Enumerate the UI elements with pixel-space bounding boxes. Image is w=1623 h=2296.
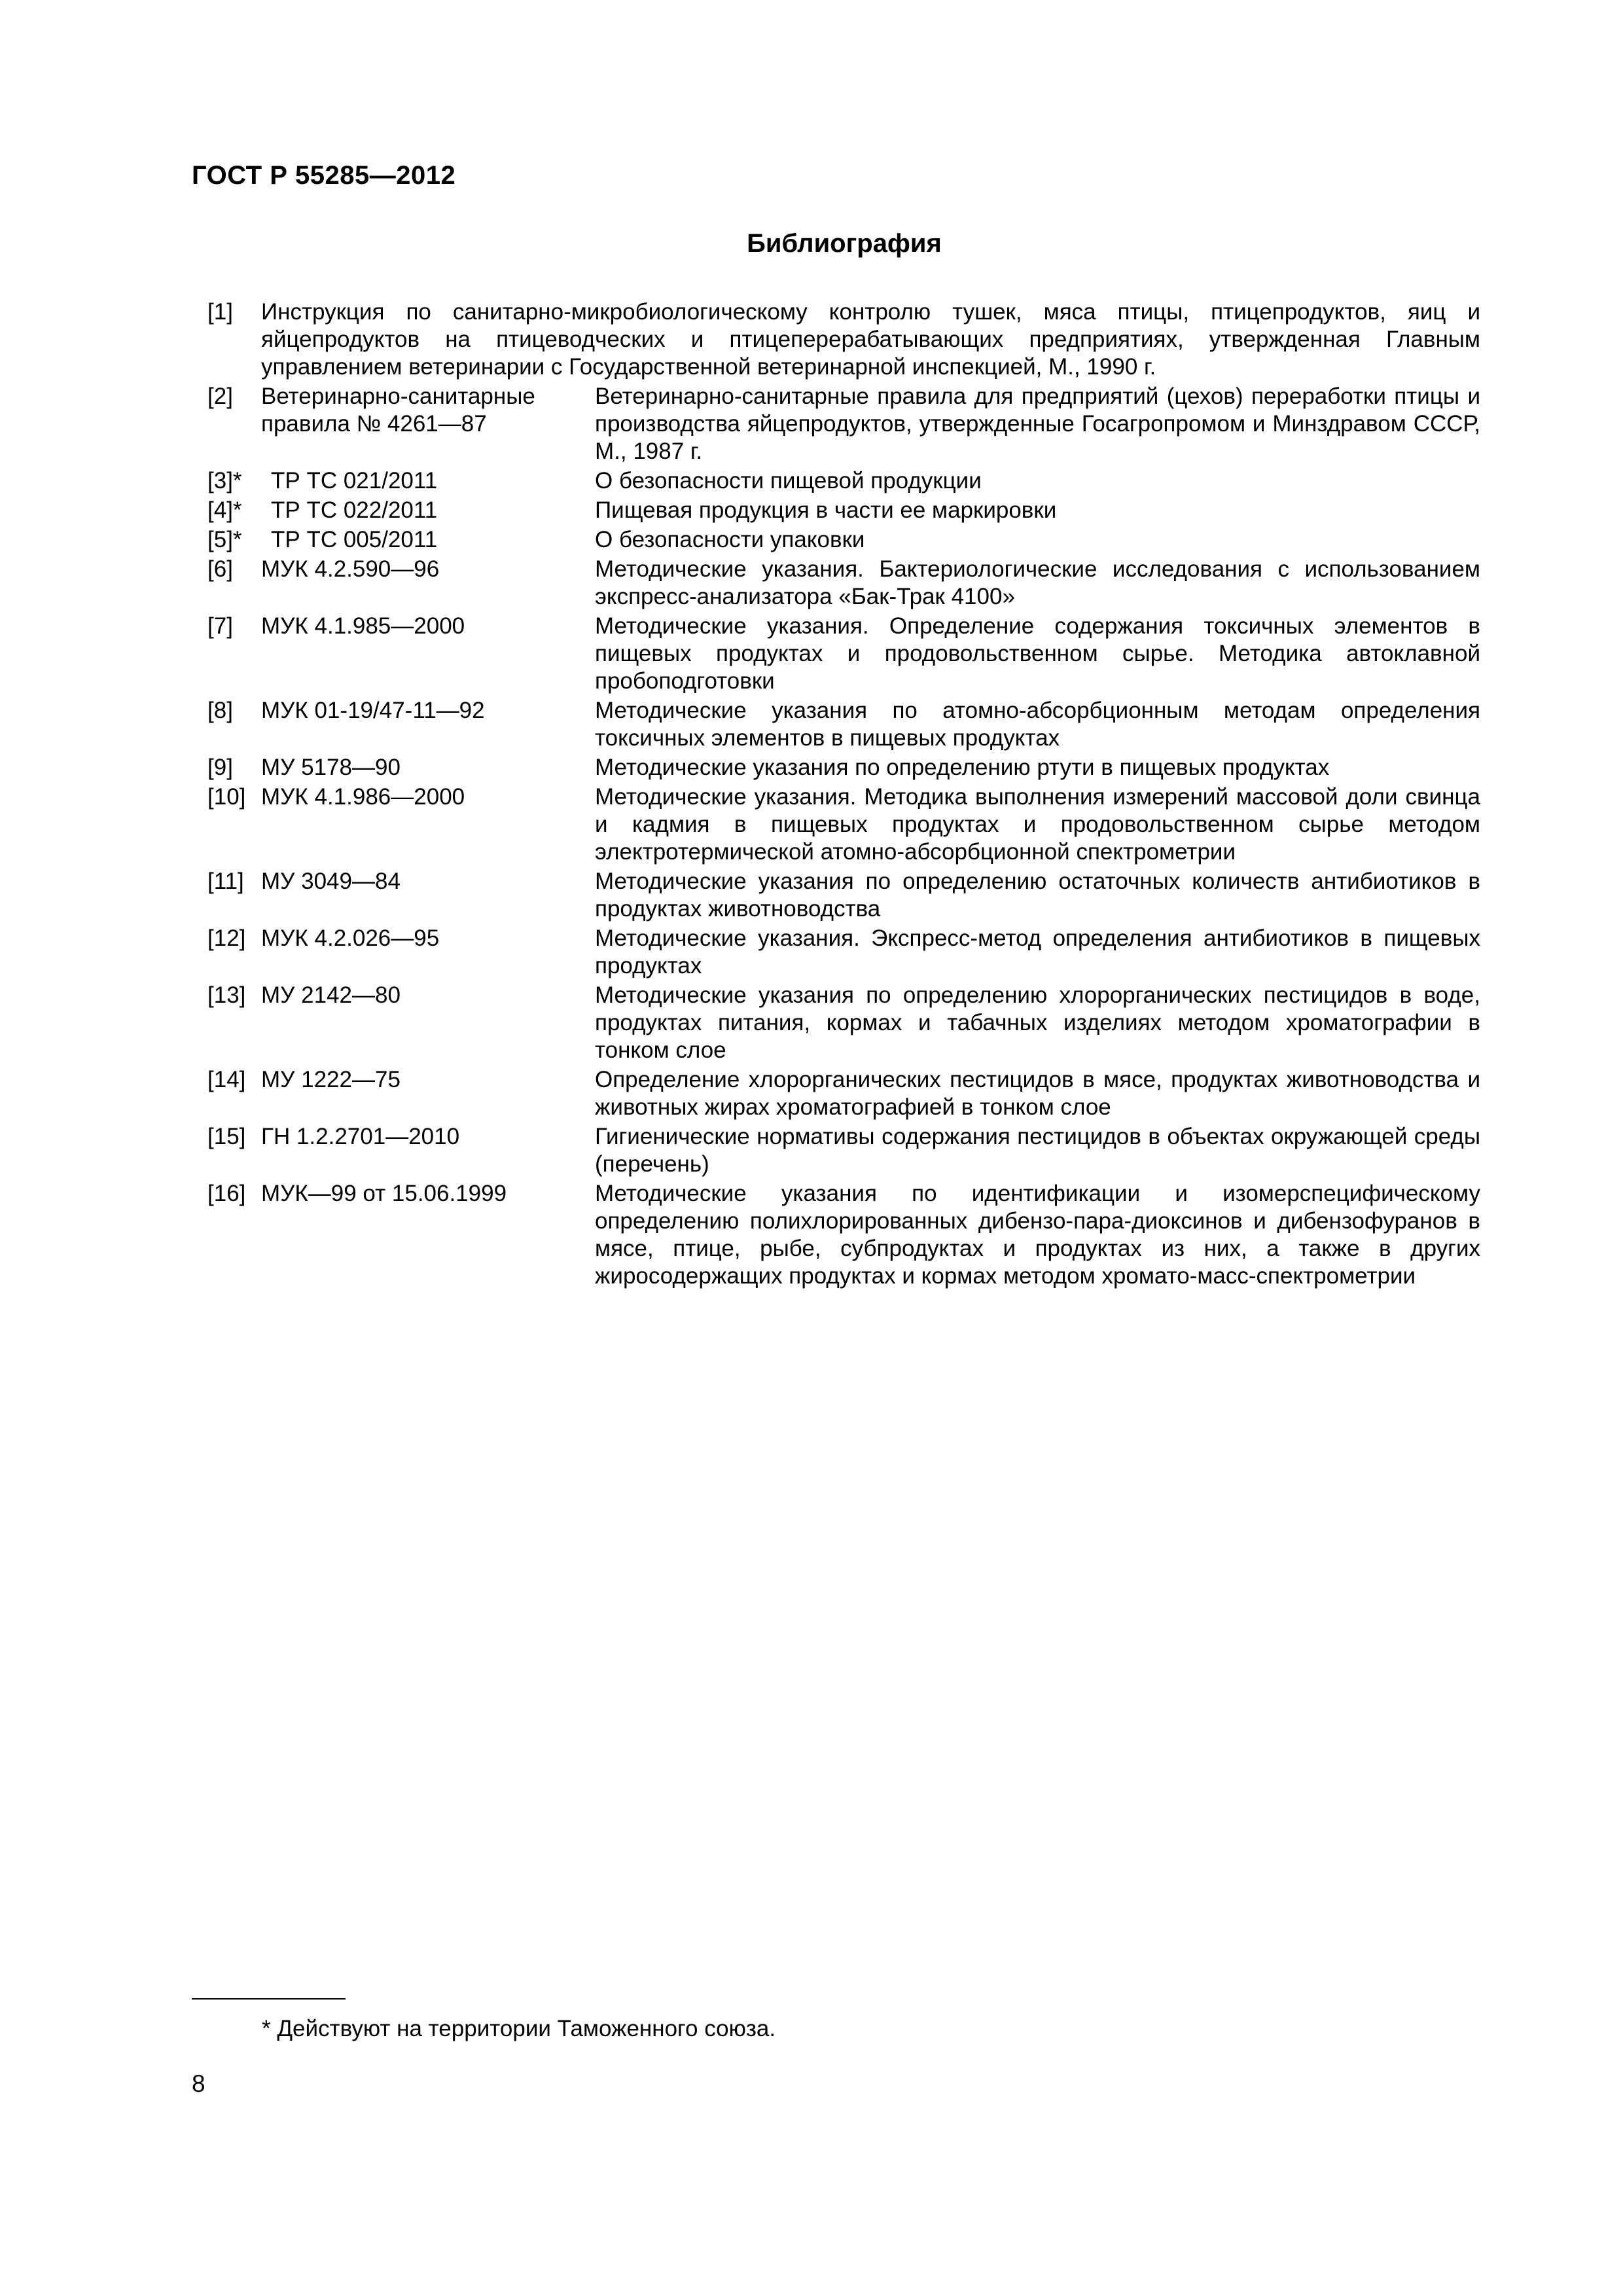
entry-description: Пищевая продукция в части ее маркировки <box>595 497 1057 523</box>
entry-document-code: МУК—99 от 15.06.1999 <box>261 1181 507 1206</box>
entry-number: [7] <box>207 613 233 639</box>
bibliography-entry <box>207 298 1480 381</box>
entry-number: [8] <box>207 698 233 723</box>
entry-number: [13] <box>207 982 246 1008</box>
entry-description: О безопасности упаковки <box>595 527 865 552</box>
entry-number: [6] <box>207 556 233 582</box>
entry-description: Методические указания. Определение содержания токсичных элементов в пищевых продуктах и продовольственном сырье. Методика автоклавной пробоподготовки <box>595 613 1480 694</box>
entry-document-code: МУ 3049—84 <box>261 869 401 894</box>
entry-number: [9] <box>207 755 233 780</box>
entry-document-code: ТР ТС 022/2011 <box>271 497 438 523</box>
bibliography-entry <box>207 526 1480 554</box>
footnote-text: * Действуют на территории Таможенного союза. <box>262 2016 776 2041</box>
entry-description: Методические указания по определению хлорорганических пестицидов в воде, продуктах питания, кормах и табачных изделиях методом хроматографии в тонком слое <box>595 982 1480 1063</box>
page-number: 8 <box>192 2070 205 2097</box>
entry-description: Методические указания. Бактериологические исследования с использованием экспресс-анализатора «Бак-Трак 4100» <box>595 556 1480 609</box>
bibliography-entry <box>207 467 1480 495</box>
entry-number: [5]* <box>207 527 242 552</box>
entry-document-code: МУК 01-19/47-11—92 <box>261 698 485 723</box>
entry-number: [11] <box>207 869 244 894</box>
bibliography-entry <box>207 754 1480 781</box>
entry-document-code: МУ 5178—90 <box>261 755 401 780</box>
bibliography-entries <box>207 383 1480 1290</box>
entry-document-code: Ветеринарно-санитарные правила № 4261—87 <box>261 384 535 437</box>
entry-description: Гигиенические нормативы содержания пестицидов в объектах окружающей среды (перечень) <box>595 1124 1480 1177</box>
entry-description: Методические указания по определению ртути в пищевых продуктах <box>595 755 1330 780</box>
entry-document-code: МУК 4.1.985—2000 <box>261 613 465 639</box>
entry-description: Методические указания. Экспресс-метод определения антибиотиков в пищевых продуктах <box>595 925 1480 978</box>
bibliography-entry <box>207 982 1480 1064</box>
entry-description: Методические указания по определению остаточных количеств антибиотиков в продуктах животноводства <box>595 869 1480 922</box>
entry-document-code: МУ 1222—75 <box>261 1067 401 1092</box>
entry-description: Методические указания по идентификации и изомерспецифическому определению полихлорированных дибензо-пара-диоксинов и дибензофуранов в мясе, птице, рыбе, субпродуктах и продуктах из них, а также в других жиросодержащих продуктах и кормах методом хромато-масс-спектрометрии <box>595 1181 1480 1289</box>
entry-document-code: ТР ТС 005/2011 <box>271 527 438 552</box>
bibliography-entry <box>207 783 1480 866</box>
bibliography-title: Библиография <box>747 229 942 258</box>
bibliography-entry <box>207 556 1480 611</box>
bibliography-entry <box>207 868 1480 923</box>
bibliography-entry <box>207 613 1480 695</box>
entry-number: [14] <box>207 1067 246 1092</box>
entry-number: [3]* <box>207 468 242 493</box>
entry-description: Ветеринарно-санитарные правила для предприятий (цехов) переработки птицы и производства яйцепродуктов, утвержденные Госагропромом и Минздравом СССР, М., 1987 г. <box>595 384 1480 464</box>
entry-number: [4]* <box>207 497 242 523</box>
entry-number: [2] <box>207 384 233 409</box>
entry-number: [16] <box>207 1181 246 1206</box>
bibliography-entry <box>207 1180 1480 1290</box>
bibliography-entry <box>207 497 1480 524</box>
entry-description: Методические указания. Методика выполнения измерений массовой доли свинца и кадмия в пищевых продуктах и продовольственном сырье методом электротермической атомно-абсорбционной спектрометрии <box>595 784 1480 865</box>
bibliography-entry <box>207 925 1480 980</box>
entry-document-code: ГН 1.2.2701—2010 <box>261 1124 460 1149</box>
entry-document-code: МУК 4.2.590—96 <box>261 556 440 582</box>
standard-code-header: ГОСТ Р 55285—2012 <box>192 161 456 190</box>
bibliography-entry <box>207 1123 1480 1178</box>
entry-number: [12] <box>207 925 246 951</box>
entry-description: Методические указания по атомно-абсорбционным методам определения токсичных элементов в пищевых продуктах <box>595 698 1480 751</box>
bibliography-entry <box>207 1066 1480 1121</box>
entry-number: [15] <box>207 1124 246 1149</box>
entry-document-code: МУК 4.2.026—95 <box>261 925 440 951</box>
entry-number: [10] <box>207 784 246 810</box>
entry-document-code: МУК 4.1.986—2000 <box>261 784 465 810</box>
footnote-divider <box>192 1998 346 2000</box>
bibliography-entry <box>207 697 1480 752</box>
entry-number: [1] <box>207 299 233 325</box>
entry-description: Определение хлорорганических пестицидов в мясе, продуктах животноводства и животных жирах хроматографией в тонком слое <box>595 1067 1480 1120</box>
bibliography-list <box>207 298 1480 1292</box>
entry-document-code: ТР ТС 021/2011 <box>271 468 438 493</box>
bibliography-entry <box>207 383 1480 465</box>
entry-document-code: МУ 2142—80 <box>261 982 401 1008</box>
entry-description: О безопасности пищевой продукции <box>595 468 982 493</box>
entry-text: Инструкция по санитарно-микробиологическому контролю тушек, мяса птицы, птицепродуктов, яиц и яйцепродуктов на птицеводческих и птицеперерабатывающих предприятиях, утвержденная Главным управлением ветеринарии с Государственной ветеринарной инспекцией, М., 1990 г. <box>261 299 1480 380</box>
